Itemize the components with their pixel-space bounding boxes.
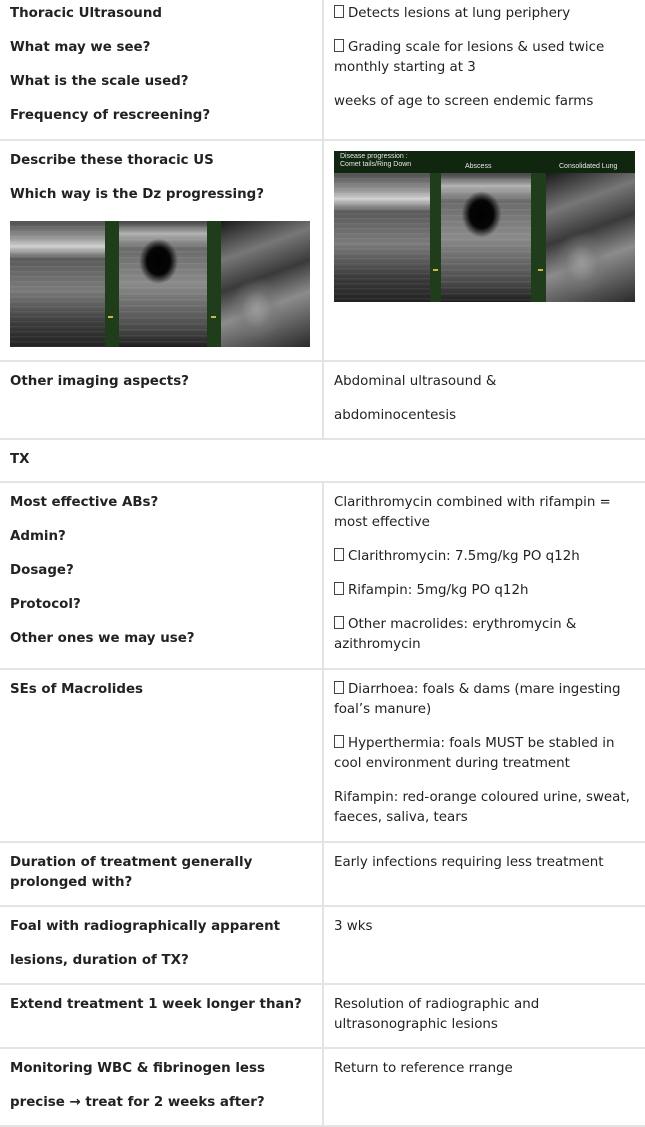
question-text: Monitoring WBC & fibrinogen less [10,1061,265,1076]
question-text: Describe these thoracic US [10,153,214,168]
question-cell [0,0,323,140]
image-label: Consolidated Lung [559,163,618,170]
image-label: Comet tails/Ring Down [340,161,412,168]
answer-text: Hyperthermia: foals MUST be stabled in cool environment during treatment [334,736,615,771]
scale-tick [538,269,543,271]
question-cell [0,1048,323,1126]
table-row [0,482,645,669]
answer-cell [323,0,645,140]
answer-text: weeks of age to screen endemic farms [334,94,594,109]
comet-tail-panel [334,173,430,302]
question-text: Most effective ABs? [10,495,159,510]
question-text: Protocol? [10,597,81,612]
question-text: Other ones we may use? [10,631,195,646]
answer-cell [323,140,645,361]
bullet-box-icon [334,681,344,694]
bullet-box-icon [334,5,344,18]
answer-text: Grading scale for lesions & used twice monthly starting at 3 [334,40,605,75]
answer-text: Diarrhoea: foals & dams (mare ingesting foal’s manure) [334,682,621,717]
question-text: precise → treat for 2 weeks after? [10,1095,265,1110]
table-row [0,842,645,906]
question-cell [0,984,323,1048]
answer-text: Rifampin: red-orange coloured urine, sweat, faeces, saliva, tears [334,790,630,825]
abscess-panel [441,173,531,302]
answer-text: Resolution of radiographic and ultrasonographic lesions [334,997,540,1032]
bullet-box-icon [334,616,344,629]
question-text: Foal with radiographically apparent [10,919,281,934]
scale-tick [433,269,438,271]
scale-tick [108,316,113,318]
answer-cell [323,984,645,1048]
image-label: Abscess [465,163,492,170]
question-text: Other imaging aspects? [10,374,189,389]
comet-tail-panel [10,221,105,347]
bullet-box-icon [334,735,344,748]
table-row [0,361,645,439]
answer-text: Early infections requiring less treatment [334,855,604,870]
answer-text: Other macrolides: erythromycin & azithromycin [334,617,577,652]
scale-tick [211,316,216,318]
bullet-box-icon [334,39,344,52]
question-text: Thoracic Ultrasound [10,6,162,21]
abscess-panel [119,221,207,347]
question-cell [0,906,323,984]
image-label: Disease progression : [340,153,408,160]
question-text: SEs of Macrolides [10,682,144,697]
table-row [0,140,645,361]
bullet-box-icon [334,582,344,595]
answer-cell [323,1048,645,1126]
section-heading [0,439,645,482]
answer-text: Detects lesions at lung periphery [348,6,571,21]
table-row [0,984,645,1048]
answer-text: Abdominal ultrasound & [334,374,497,389]
answer-text: Return to reference rrange [334,1061,513,1076]
answer-text: Clarithromycin: 7.5mg/kg PO q12h [348,549,580,564]
question-cell [0,361,323,439]
question-text: What may we see? [10,40,151,55]
answer-cell [323,482,645,669]
table-row [0,669,645,842]
answer-cell [323,842,645,906]
question-text: Extend treatment 1 week longer than? [10,997,302,1012]
answer-cell [323,906,645,984]
ultrasound-image-left [10,221,310,347]
question-text: Frequency of rescreening? [10,108,211,123]
question-text: Which way is the Dz progressing? [10,187,264,202]
answer-text: 3 wks [334,919,373,934]
section-heading-text: TX [10,452,30,467]
question-text: Duration of treatment generally prolonged with? [10,855,253,890]
question-text: lesions, duration of TX? [10,953,189,968]
answer-text: Rifampin: 5mg/kg PO q12h [348,583,529,598]
question-text: Dosage? [10,563,74,578]
table-row [0,1048,645,1126]
table-row [0,0,645,140]
consolidated-panel [221,221,310,347]
table-row [0,439,645,482]
bullet-box-icon [334,548,344,561]
question-text: What is the scale used? [10,74,189,89]
consolidated-panel [546,173,635,302]
question-text: Admin? [10,529,66,544]
question-cell [0,140,323,361]
answer-cell [323,361,645,439]
panel-divider [207,221,221,347]
panel-divider [105,221,119,347]
answer-text: Clarithromycin combined with rifampin = most effective [334,495,611,530]
question-cell [0,669,323,842]
question-cell [0,842,323,906]
table-row [0,906,645,984]
question-cell [0,482,323,669]
panel-divider [430,173,441,302]
panel-divider [531,173,546,302]
ultrasound-image-right [334,151,635,302]
answer-text: abdominocentesis [334,408,457,423]
answer-cell [323,669,645,842]
